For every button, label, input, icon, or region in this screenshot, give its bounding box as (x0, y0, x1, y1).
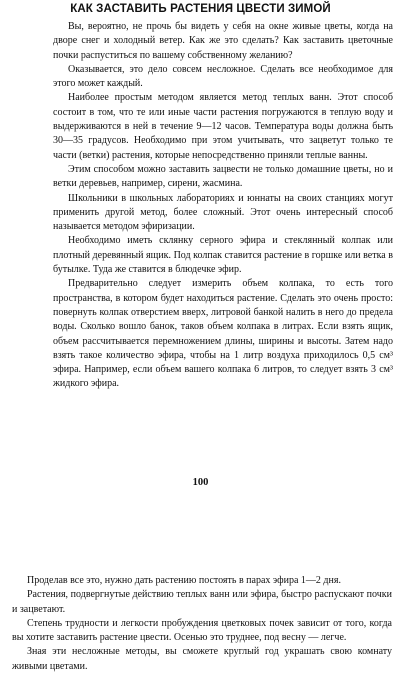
page-bottom (0, 560, 401, 700)
paragraph: Необходимо иметь склянку серного эфира и стеклянный колпак или плотный деревянный ящик. Под колпак ставится растение в горшке или ветка в бутылке. Туда же ставится в блюдечке эфир. (53, 235, 393, 276)
paragraph: Растения, подвергнутые действию теплых ванн или эфира, быстро распускают почки и зацветают. (12, 589, 392, 615)
paragraph: Предварительно следует измерить объем колпака, то есть того пространства, в котором будет находиться растение. Сделать это очень просто: повернуть колпак отверстием вверх, литровой банкой налить в него до предела воды. Сколько вошло банок, таков объем колпака в литрах. Если взять ящик, объем рассчитывается перемножением длины, ширины и высоты. Затем надо взять такое количество эфира, чтобы на 1 литр воздуха приходилось 0,5 см³ эфира. Например, если объем вашего колпака 6 литров, то следует взять 3 см³ жидкого эфира. (53, 278, 393, 390)
paragraph: Степень трудности и легкости пробуждения цветковых почек зависит от того, когда вы хотите заставить растение цвести. Осенью это труднее, под весну — легче. (12, 617, 392, 644)
page-number: 100 (192, 477, 209, 488)
paragraph: Вы, вероятно, не прочь бы видеть у себя на окне живые цветы, когда на дворе снег и холодный ветер. Как же это сделать? Как заставить цветочные почки распуститься по вашему собственному желанию? (53, 21, 393, 61)
paragraph: Школьники в школьных лабораториях и юннаты на своих станциях могут применить другой метод, более сложный. Этот очень интересный способ называется методом эфиризации. (53, 192, 393, 233)
paragraph: Зная эти несложные методы, вы сможете круглый год украшать свою комнату живыми цветами. (12, 646, 392, 672)
paragraph: Оказывается, это дело совсем несложное. Сделать все необходимое для этого может каждый. (53, 63, 393, 90)
paragraph: Наиболее простым методом является метод теплых ванн. Этот способ состоит в том, что те или иные части растения погружаются в теплую воду и выдерживаются в ней в течение 9—12 часов. Температура воды должна быть 30—35 градусов. Необходимо при этом учитывать, что зацветут только те части (ветки) растения, которые непосредственно приняли теплые ванны. (53, 92, 393, 161)
page-bottom-body (12, 574, 392, 674)
page-title: КАК ЗАСТАВИТЬ РАСТЕНИЯ ЦВЕСТИ ЗИМОЙ (70, 3, 331, 15)
paragraph: Проделав все это, нужно дать растению постоять в парах эфира 1—2 дня. (27, 575, 341, 586)
paragraph: Этим способом можно заставить зацвести не только домашние цветы, но и ветки деревьев, например, сирени, жасмина. (53, 163, 393, 190)
page-top-body (53, 20, 393, 392)
